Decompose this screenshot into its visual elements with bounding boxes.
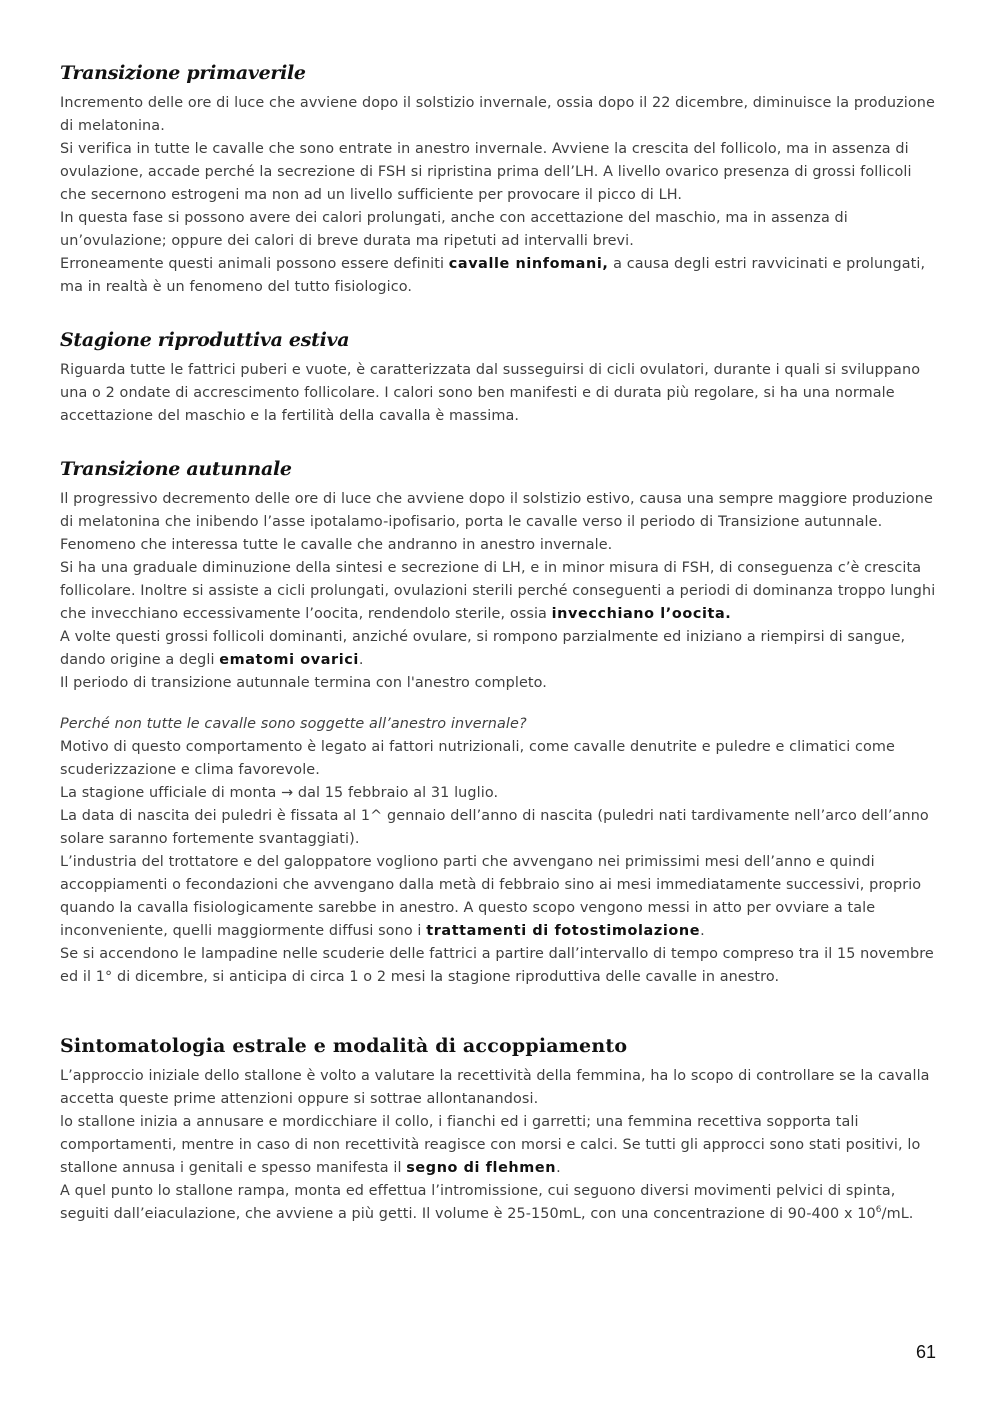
paragraph	[60, 851, 940, 943]
document-page	[60, 60, 940, 1254]
highlighted-term: trattamenti di fotostimolazione	[426, 923, 701, 939]
text-span: .	[556, 1160, 561, 1176]
text-span: .	[358, 652, 364, 668]
text-span: Si ha una graduale diminuzione della sintesi e secrezione di LH, e in minor misura di FSH, di conseguenza c’è crescita follicolare. Inoltre si assiste a cicli prolungati, ovulazioni sterili perché conseguenti a periodi di dominanza troppo lunghi che invecchiano eccessivamente l’oocita, rendendolo sterile, ossia	[60, 560, 936, 622]
paragraph: Si verifica in tutte le cavalle che sono entrate in anestro invernale. Avviene la crescita del follicolo, ma in assenza di ovulazione, accade perché la secrezione di FSH si ripristina prima dell’LH. A livello ovarico presenza di grossi follicoli che secernono estrogeni ma non ad un livello sufficiente per provocare il picco di LH.	[60, 141, 912, 203]
text-span: .	[700, 923, 705, 939]
section-transizione-autunnale	[60, 456, 940, 695]
superscript: 6	[875, 1205, 882, 1216]
section-heading: Stagione riproduttiva estiva	[60, 329, 350, 351]
paragraph: La data di nascita dei puledri è fissata al 1^ gennaio dell’anno di nascita (puledri nati tardivamente nell’arco dell’anno solare saranno fortemente svantaggiati).	[60, 808, 929, 847]
section-heading: Transizione primaverile	[60, 62, 306, 84]
paragraph: Il periodo di transizione autunnale termina con l'anestro completo.	[60, 675, 547, 691]
text-span: A quel punto lo stallone rampa, monta ed effettua l’intromissione, cui seguono diversi movimenti pelvici di spinta, seguiti dall’eiaculazione, che avviene a più getti. Il volume è 25-150mL, con una concentrazione di 90-400 x 10	[60, 1183, 896, 1222]
section-heading: Transizione autunnale	[60, 458, 292, 480]
paragraph: Motivo di questo comportamento è legato ai fattori nutrizionali, come cavalle denutrite e puledre e climatici come scuderizzazione e clima favorevole.	[60, 739, 895, 778]
text-span: L’industria del trottatore e del galoppatore vogliono parti che avvengano nei primissimi mesi dell’anno e quindi accoppiamenti o fecondazioni che avvengano dalla metà di febbraio sino ai mesi immediatamente successivi, proprio quando la cavalla fisiologicamente sarebbe in anestro. A questo scopo vengono messi in atto per ovviare a tale inconveniente, quelli maggiormente diffusi sono i	[60, 854, 922, 939]
highlighted-term: segno di flehmen	[406, 1160, 557, 1176]
paragraph: Riguarda tutte le fattrici puberi e vuote, è caratterizzata dal susseguirsi di cicli ovulatori, durante i quali si sviluppano una o 2 ondate di accrescimento follicolare. I calori sono ben manifesti e di durata più regolare, si ha una normale accettazione del maschio e la fertilità della cavalla è massima.	[60, 362, 921, 424]
paragraph	[60, 1180, 940, 1226]
highlighted-term: ematomi ovarici	[219, 652, 359, 668]
section-sintomatologia-estrale	[60, 1033, 940, 1226]
page-number: 61	[916, 1342, 937, 1362]
paragraph: L’approccio iniziale dello stallone è volto a valutare la recettività della femmina, ha lo scopo di controllare se la cavalla accetta queste prime attenzioni oppure si sottrae allontanandosi.	[60, 1068, 930, 1107]
text-span: /mL.	[881, 1206, 914, 1222]
highlighted-term: invecchiano l’oocita.	[551, 606, 732, 622]
section-transizione-primaverile	[60, 60, 940, 299]
section-heading: Sintomatologia estrale e modalità di accoppiamento	[60, 1035, 628, 1057]
text-span: lo stallone inizia a annusare e mordicchiare il collo, i fianchi ed i garretti; una femmina recettiva sopporta tali comportamenti, mentre in caso di non recettività reagisce con morsi e calci. Se tutti gli approcci sono stati positivi, lo stallone annusa i genitali e spesso manifesta il	[60, 1114, 921, 1176]
paragraph	[60, 557, 940, 626]
section-domanda-anestro	[60, 713, 940, 989]
paragraph: Il progressivo decremento delle ore di luce che avviene dopo il solstizio estivo, causa una sempre maggiore produzione di melatonina che inibendo l’asse ipotalamo-ipofisario, porta le cavalle verso il periodo di Transizione autunnale. Fenomeno che interessa tutte le cavalle che andranno in anestro invernale.	[60, 491, 933, 553]
text-span: A volte questi grossi follicoli dominanti, anziché ovulare, si rompono parzialmente ed iniziano a riempirsi di sangue, dando origine a degli	[60, 629, 906, 668]
text-span: Erroneamente questi animali possono essere definiti	[60, 256, 449, 272]
section-stagione-riproduttiva-estiva	[60, 327, 940, 428]
paragraph: Incremento delle ore di luce che avviene dopo il solstizio invernale, ossia dopo il 22 dicembre, diminuisce la produzione di melatonina.	[60, 95, 935, 134]
text-span: a causa degli estri ravvicinati e prolungati, ma in realtà è un fenomeno del tutto fisiologico.	[60, 256, 926, 295]
paragraph: Se si accendono le lampadine nelle scuderie delle fattrici a partire dall’intervallo di tempo compreso tra il 15 novembre ed il 1° di dicembre, si anticipa di circa 1 o 2 mesi la stagione riproduttiva delle cavalle in anestro.	[60, 946, 934, 985]
paragraph	[60, 626, 940, 672]
highlighted-term: cavalle ninfomani,	[448, 256, 609, 272]
question-heading: Perché non tutte le cavalle sono soggette all’anestro invernale?	[60, 716, 527, 732]
paragraph	[60, 253, 940, 299]
paragraph	[60, 1111, 940, 1180]
paragraph: In questa fase si possono avere dei calori prolungati, anche con accettazione del maschio, ma in assenza di un’ovulazione; oppure dei calori di breve durata ma ripetuti ad intervalli brevi.	[60, 210, 848, 249]
paragraph: La stagione ufficiale di monta → dal 15 febbraio al 31 luglio.	[60, 785, 499, 801]
